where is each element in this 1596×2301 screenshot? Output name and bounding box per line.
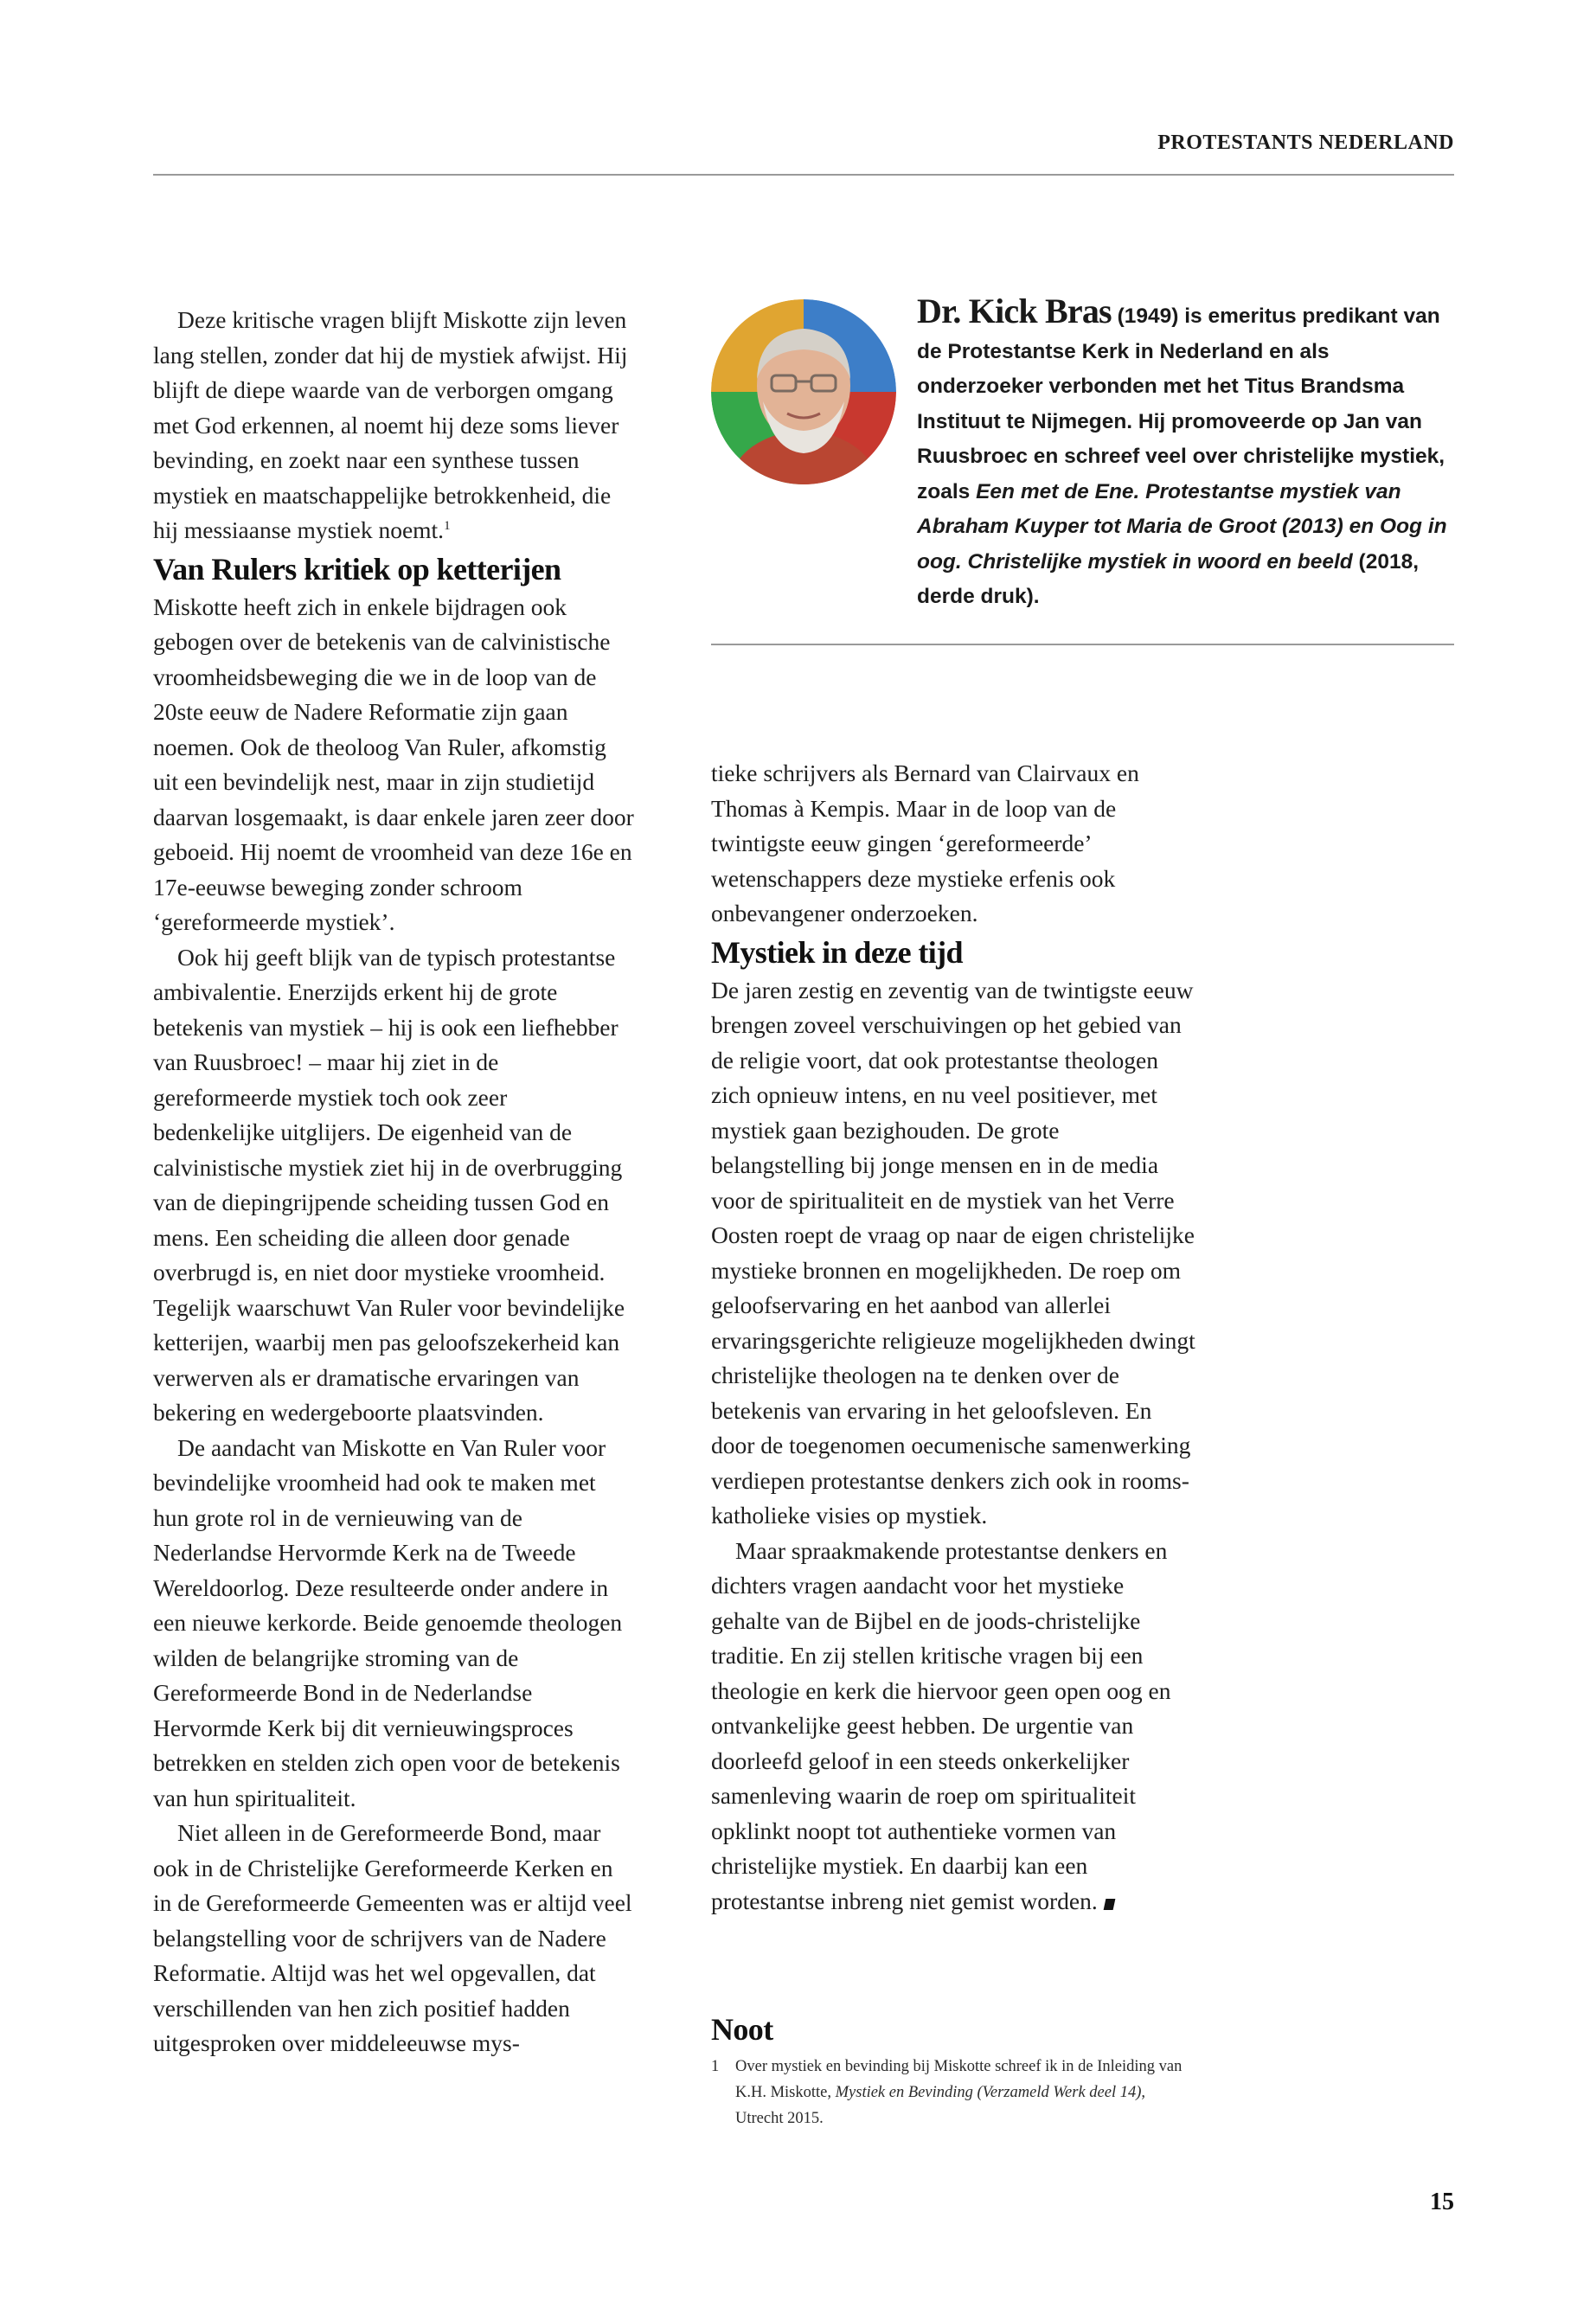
- note-number: 1: [711, 2058, 720, 2075]
- header-rule: [153, 174, 1454, 176]
- section-heading: Van Rulers kritiek op ketterijen: [153, 551, 561, 586]
- author-portrait: [711, 299, 896, 484]
- author-photo-icon: [711, 299, 896, 484]
- paragraph: De aandacht van Miskotte en Van Ruler voor bevindelijke vroomheid had ook te maken met hun grote rol in de vernieuwing van de Nederlandse Hervormde Kerk na de Tweede Wereldoorlog. Deze resulteerde onder andere in een nieuwe kerkorde. Beide genoemde theologen wilden de belangrijke stroming van de Gereformeerde Bond in de Nederlandse Hervormde Kerk bij dit vernieuwingsproces betrekken en stelden zich open voor de betekenis van hun spiritualiteit.: [153, 1433, 623, 1811]
- footnote-ref: 1: [444, 518, 451, 533]
- author-book-title: Een met de Ene. Protestantse mystiek van Abraham Kuyper tot Maria de Groot (2013) en Oog in oog. Christelijke mystiek in woord en beeld: [917, 479, 1447, 574]
- paragraph: Miskotte heeft zich in enkele bijdragen ook gebogen over de betekenis van de calvinistische vroomheidsbeweging die we in de loop van de 20ste eeuw de Nadere Reformatie zijn gaan noemen. Ook de theoloog Van Ruler, afkomstig uit een bevindelijk nest, maar in zijn studietijd daarvan losgemaakt, is daar enkele jaren zeer door geboeid. Hij noemt de vroomheid van deze 16e en 17e-eeuwse beweging zonder schroom ‘gereformeerde mystiek’.: [153, 593, 634, 935]
- running-header: PROTESTANTS NEDERLAND: [1157, 131, 1454, 154]
- left-column: [153, 303, 634, 2061]
- notes-heading: Noot: [711, 2012, 773, 2047]
- section-heading: Mystiek in deze tijd: [711, 934, 963, 970]
- author-name: Dr. Kick Bras: [917, 292, 1112, 330]
- author-bio-text: (1949) is emeritus predikant van de Protestantse Kerk in Nederland en als onderzoeker verbonden met het Titus Brandsma Instituut te Nijmegen. Hij promoveerde op Jan van Ruusbroec en schreef veel over christelijke mystiek, zoals: [917, 304, 1445, 503]
- paragraph: Niet alleen in de Gereformeerde Bond, maar ook in de Christelijke Gereformeerde Kerken en in de Gereformeerde Gemeenten was er altijd veel belangstelling voor de schrijvers van de Nadere Reformatie. Altijd was het wel opgevallen, dat verschillenden van hen zich positief hadden uitgesproken over middeleeuwse mys-: [153, 1819, 632, 2056]
- author-bio: [917, 294, 1454, 615]
- end-mark-icon: [1103, 1899, 1115, 1910]
- author-box-rule: [711, 644, 1454, 645]
- notes-section: [711, 2009, 1195, 2131]
- intro-paragraph: Deze kritische vragen blijft Miskotte zijn leven lang stellen, zonder dat hij de mystiek afwijst. Hij blijft de diepe waarde van de verborgen omgang met God erkennen, al noemt hij deze soms liever bevinding, en zoekt naar een synthese tussen mystiek en maatschappelijke betrokkenheid, die hij messiaanse mystiek noemt.$^1$: [153, 306, 628, 543]
- paragraph: De jaren zestig en zeventig van de twintigste eeuw brengen zoveel verschuivingen op het gebied van de religie voort, dat ook protestantse theologen zich opnieuw intens, en nu veel positiever, met mystiek gaan bezighouden. De grote belangstelling bij jonge mensen en in de media voor de spiritualiteit en de mystiek van het Verre Oosten roept de vraag op naar de eigen christelijke mystieke bronnen en mogelijkheden. De roep om geloofservaring en het aanbod van allerlei ervaringsgerichte religieuze mogelijkheden dwingt christelijke theologen na te denken over de betekenis van ervaring in het geloofsleven. En door de toegenomen oecumenische samenwerking verdiepen protestantse denkers zich ook in rooms-katholieke visies op mystiek.: [711, 976, 1195, 1529]
- note-text: Over mystiek en bevinding bij Miskotte schreef ik in de Inleiding van K.H. Miskotte, Mystiek en Bevinding (Verzameld Werk deel 14), Utrecht 2015.: [735, 2058, 1183, 2127]
- page-number: 15: [1430, 2189, 1454, 2215]
- right-column: [711, 756, 1195, 1919]
- author-bio-tail: (2018, derde druk).: [917, 549, 1420, 608]
- note-title: Mystiek en Bevinding (Verzameld Werk deel 14): [835, 2084, 1142, 2101]
- continuation-paragraph: tieke schrijvers als Bernard van Clairvaux en Thomas à Kempis. Maar in de loop van de twintigste eeuw gingen ‘gereformeerde’ wetenschappers deze mystieke erfenis ook onbevangener onderzoeken.: [711, 760, 1139, 926]
- note-item: [711, 2054, 1195, 2131]
- paragraph: Maar spraakmakende protestantse denkers en dichters vragen aandacht voor het mystieke gehalte van de Bijbel en de joods-christelijke traditie. En zij stellen kritische vragen bij een theologie en kerk die hiervoor geen open oog en ontvankelijke geest hebben. De urgentie van doorleefd geloof in een steeds onkerkelijker samenleving waarin de roep om spiritualiteit opklinkt noopt tot authentieke vormen van christelijke mystiek. En daarbij kan een protestantse inbreng niet gemist worden.: [711, 1536, 1171, 1914]
- paragraph: Ook hij geeft blijk van de typisch protestantse ambivalentie. Enerzijds erkent hij de grote betekenis van mystiek – hij is ook een liefhebber van Ruusbroec! – maar hij ziet in de gereformeerde mystiek toch ook zeer bedenkelijke uitglijers. De eigenheid van de calvinistische mystiek ziet hij in de overbrugging van de diepingrijpende scheiding tussen God en mens. Een scheiding die alleen door genade overbrugd is, en niet door mystieke vroomheid. Tegelijk waarschuwt Van Ruler voor bevindelijke ketterijen, waarbij men pas geloofszekerheid kan verwerven als er dramatische ervaringen van bekering en wedergeboorte plaatsvinden.: [153, 943, 625, 1426]
